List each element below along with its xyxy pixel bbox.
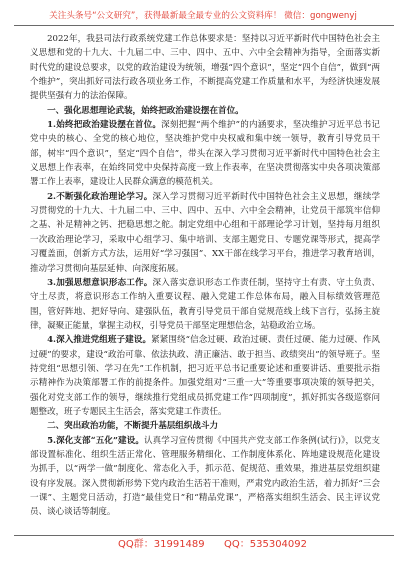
paragraph-4-lead: 4.深入推进党组班子建设。 (47, 335, 152, 346)
footer-divider (14, 535, 394, 536)
paragraph-2-text: 深入学习贯彻习近平新时代中国特色社会主义思想，继续学习贯彻党的十九大、十九届二中、三中、四中、五中、六中全会精神，让党员干部筑牢信仰之基、补足精神之钙、把稳思想之舵。制定党组中心组和干部理论学习计划，坚持每月组织一次政治理论学习，采取中心组学习、集中培训、支部主题党日、专题党课等形式，提高学习覆盖面，创新方式方法，运用好“学习强国”、XX干部在线学习平台，推进学习教育培训，推动学习贯彻向基层延伸、向深度拓展。 (30, 191, 380, 274)
paragraph-4 (30, 333, 380, 419)
intro-paragraph: 2022年，我县司法行政系统党建工作总体要求是：坚持以习近平新时代中国特色社会主义思想和党的十九大、十九届二中、三中、四中、五中、六中全会精神为指导，全面落实新时代党的建设总要求，以党的政治建设为统领，增强“四个意识”，坚定“四个自信”，做到“两个维护”，突出抓好司法行政各项业务工作，不断提高党建工作质量和水平，为经济快速发展提供坚强有力的法治保障。 (30, 34, 380, 102)
section-2-heading: 二、突出政治功能，不断提升基层组织战斗力 (47, 421, 219, 432)
paragraph-3-lead: 3.加强思想意识形态工作。 (47, 277, 153, 288)
paragraph-5-text: 认真学习宣传贯彻《中国共产党支部工作条例(试行)》，以党支部设置标准化、组织生活正常化、管理服务精细化、工作制度体系化、阵地建设规范化建设为抓手，以“两学一做”制度化、常态化入手，抓示范、促规范、重效果，推进基层党组织建设有序发展。深入贯彻新形势下党内政治生活若干准则，严肃党内政治生活，着力抓好“三会一课”、主题党日活动，打造“最佳党日”和“精品党课”，严格落实组织生活会、民主评议党员、谈心谈话等制度。 (30, 435, 380, 518)
section-1-heading: 一、强化思想理论武装，始终把政治建设摆在首位。 (47, 105, 244, 116)
paragraph-3-text: 深入落实意识形态工作责任制，坚持守土有责、守土负责、守土尽责，将意识形态工作纳入重要议程、融入党建工作总体布局，融入目标绩效管理范围，管好阵地、把好导向、建强队伍，教育引导党员干部自觉规范线上线下言行，弘扬主旋律，凝聚正能量，掌握主动权，引导党员干部坚定理想信念，站稳政治立场。 (30, 277, 380, 331)
paragraph-2 (30, 190, 380, 276)
paragraph-5-lead: 5.深化支部“五化”建设。 (47, 435, 144, 446)
paragraph-1-lead: 1.始终把政治建设摆在首位。 (47, 120, 162, 131)
paragraph-3 (30, 276, 380, 333)
paragraph-4-text: 紧紧围绕“信念过硬、政治过硬、责任过硬、能力过硬、作风过硬”的要求，建设“政治可靠、依法执政、清正廉洁、敢于担当、政绩突出”的领导班子。坚持党组“思想引领、学习在先”工作机制，把习近平总书记重要论述和重要讲话、重要批示指示精神作为决策部署工作的前提条件。加强党组对“三重一大”等重要事项决策的领导把关，强化对党支部工作的领导，继续推行党组成员抓党建工作“四项制度”，抓好抓实各级巡察问题整改，班子专题民主生活会，落实党建工作责任。 (30, 335, 380, 417)
paragraph-2-lead: 2.不断强化政治理论学习。 (47, 191, 153, 202)
paragraph-1-text: 深刻把握“两个维护”的内涵要求，坚决维护习近平总书记党中央的核心、全党的核心地位，坚决维护党中央权威和集中统一领导，教育引导党员干部，树牢“四个意识”，坚定“四个自信”，带头在深入学习贯彻习近平新时代中国特色社会主义思想上作表率，在始终同党中央保持高度一致上作表率，在坚决贯彻落实中央各项决策部署工作上表率，建设让人民群众满意的模范机关。 (30, 120, 380, 188)
footer-qq-number: QQ：535304092 (224, 539, 308, 550)
paragraph-1 (30, 118, 380, 190)
header-divider (14, 25, 394, 26)
paragraph-5 (30, 434, 380, 520)
header-banner: 关注头条号“公文研究”，获得最新最全最专业的公文资料库！ 微信：gongwenyj (49, 11, 357, 21)
document-body (30, 32, 380, 520)
footer-qq-group: QQ群：31991489 (118, 539, 205, 550)
